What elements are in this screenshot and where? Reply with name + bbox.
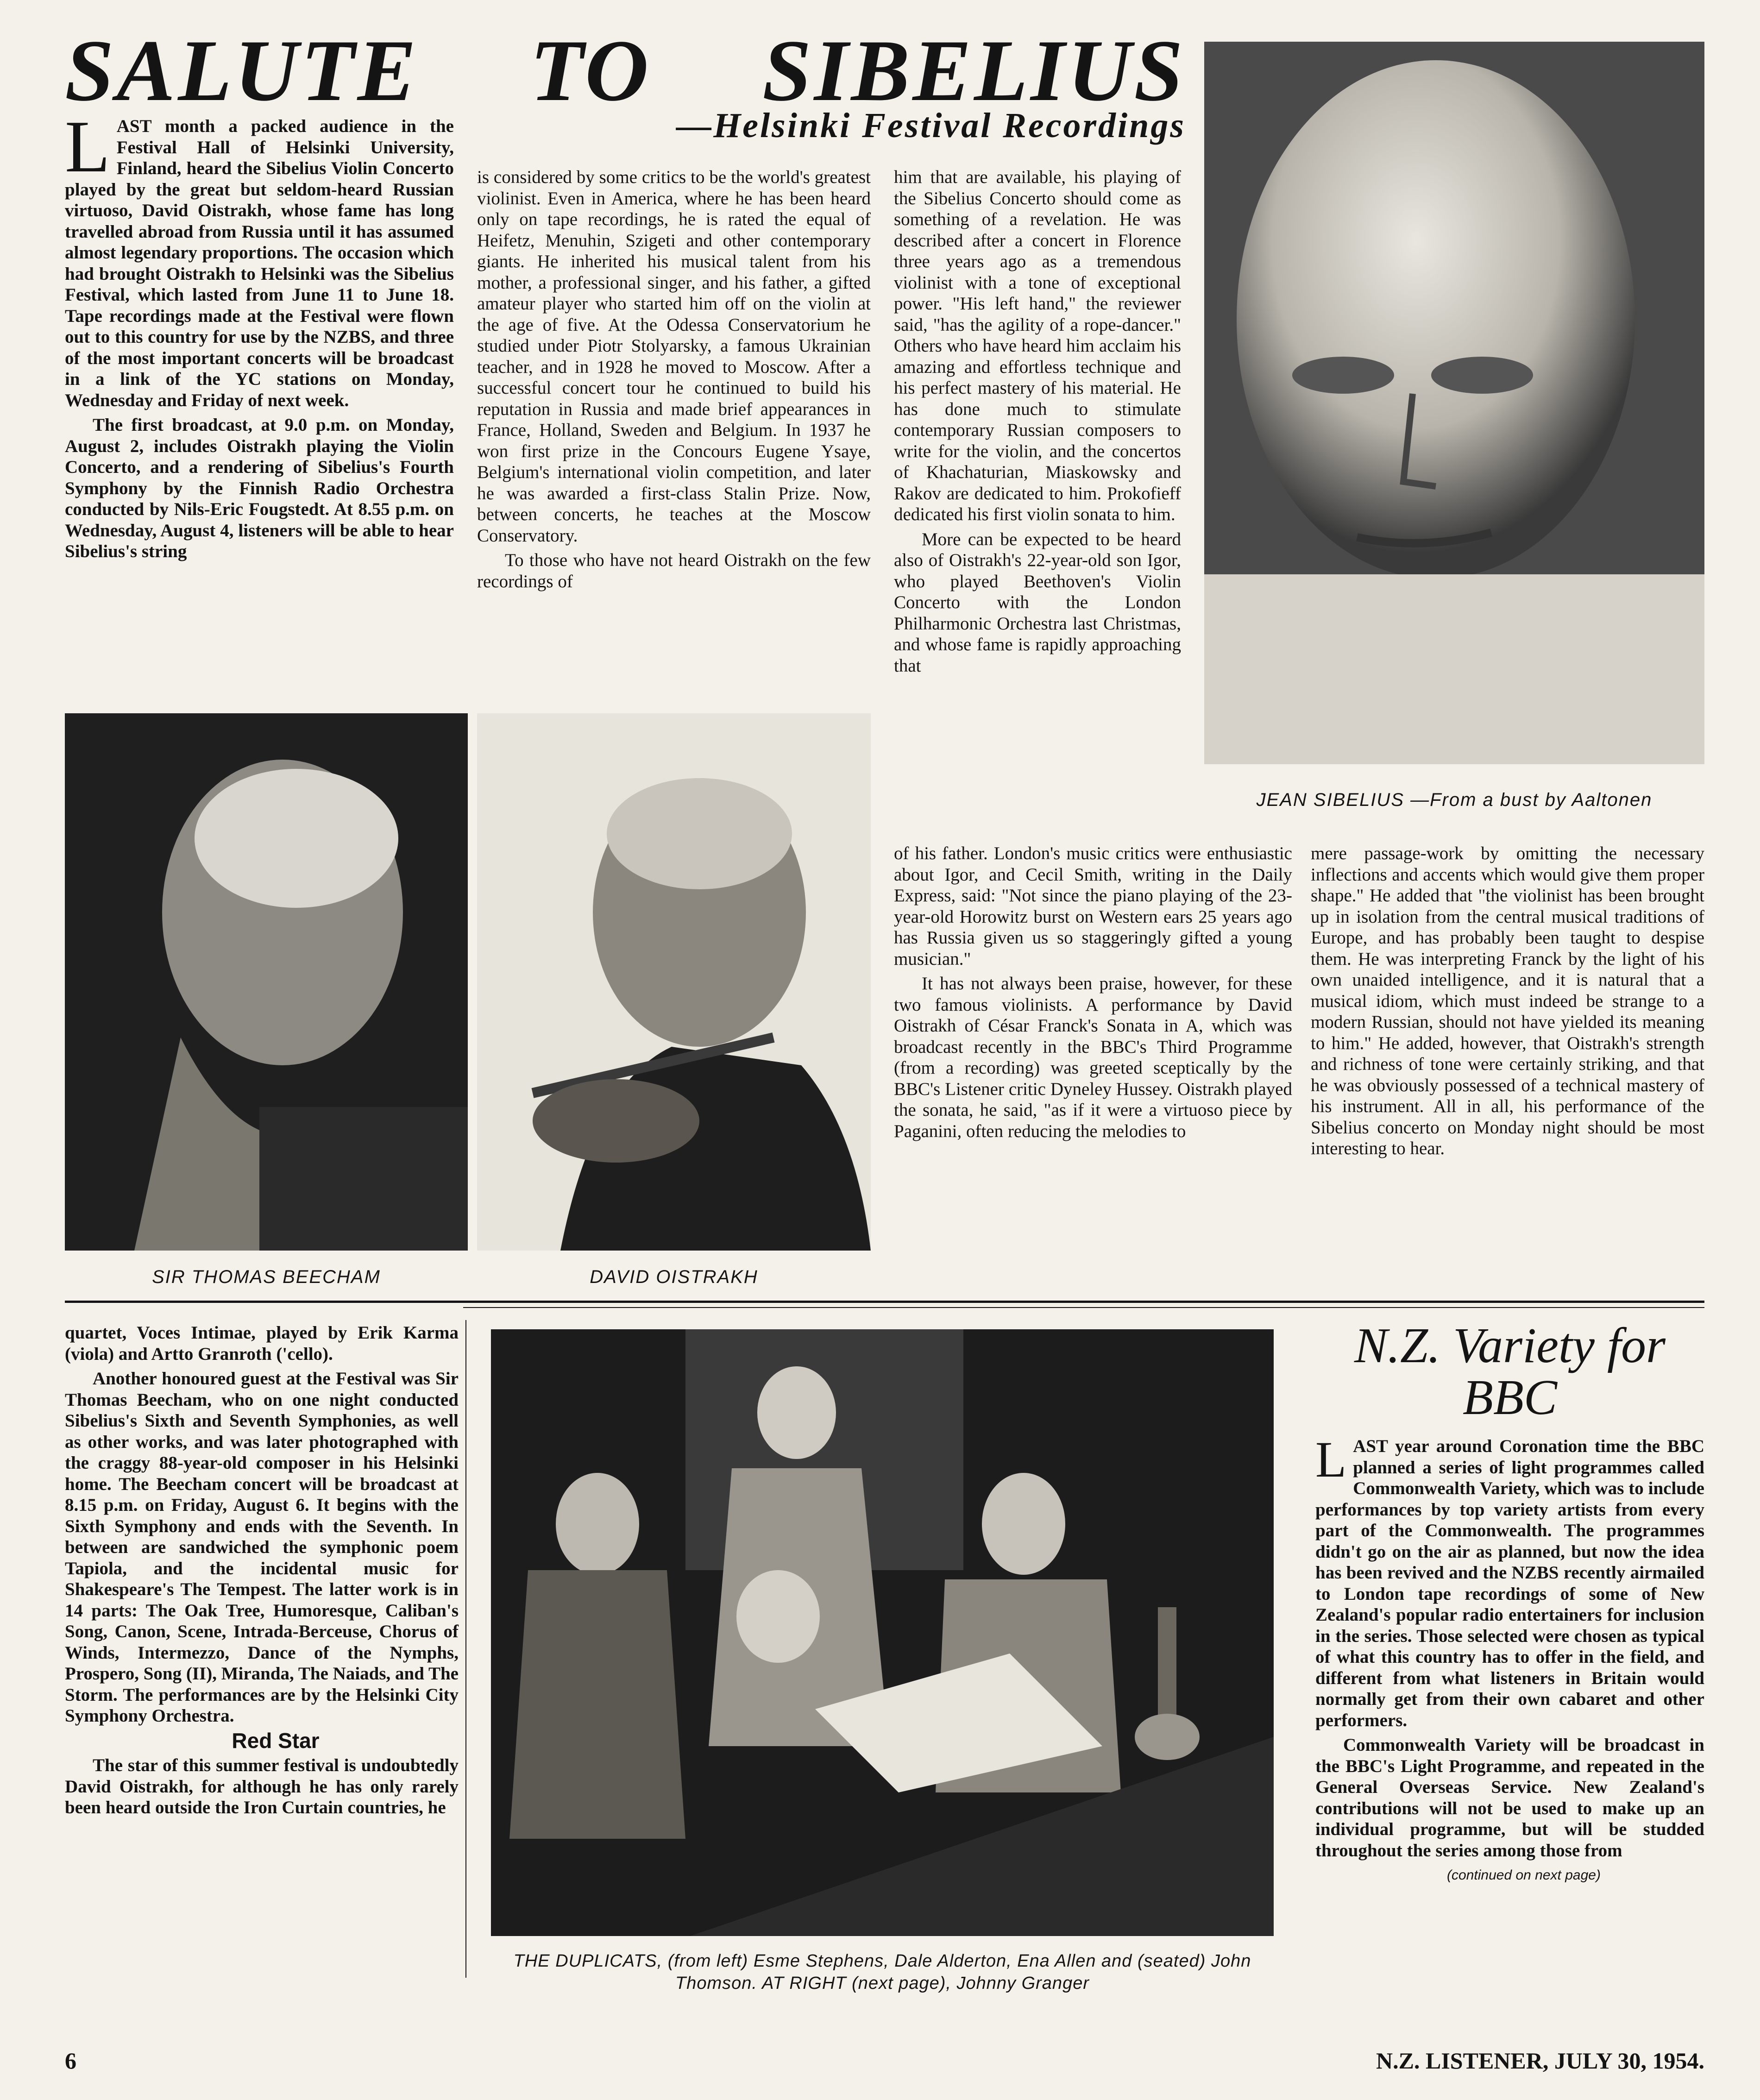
photo-sibelius-bust bbox=[1204, 42, 1704, 764]
article-column-1 bbox=[65, 105, 454, 562]
article-paragraph: It has not always been praise, however, for these two famous violinists. A performance by David Oistrakh of César Franck's Sonata in A, which was broadcast recently in the BBC's Third Programme (from a recording) was greeted sceptically by the BBC's Listener critic Dyneley Hussey. Oistrakh played the sonata, he said, "as if it were a virtuoso piece by Paganini, often reducing the melodies to bbox=[894, 974, 1292, 1141]
article-paragraph: The star of this summer festival is undoubtedly David Oistrakh, for although he has only rarely been heard outside the Iron Curtain countries, he bbox=[65, 1755, 459, 1817]
publication-footer: N.Z. LISTENER, JULY 30, 1954. bbox=[1376, 2048, 1704, 2074]
caption-sibelius: JEAN SIBELIUS —From a bust by Aaltonen bbox=[1256, 790, 1653, 810]
drop-cap: L bbox=[65, 105, 110, 188]
article-column-4 bbox=[1311, 843, 1704, 1159]
nz-variety-title-line2: BBC bbox=[1463, 1370, 1557, 1425]
nz-variety-lead-paragraph: AST year around Coronation time the BBC planned a series of light programmes called Commonwealth Variety, which was to include performances by top variety artists from every part of the Commonwealth. The programmes didn't go on the air as planned, but now the idea has been revived and the NZBS recently airmailed to London tape recordings of some of New Zealand's popular radio entertainers for inclusion in the series. Those selected were chosen as typical of what this country has to offer in the field, and different from what listeners in Britain would normally get from their own cabaret and other performers. bbox=[1315, 1436, 1704, 1730]
section-divider bbox=[65, 1301, 1704, 1303]
article-column-3 bbox=[894, 167, 1181, 676]
nz-variety-headline bbox=[1306, 1320, 1714, 1424]
article-column-3-lower bbox=[894, 843, 1292, 1142]
article-paragraph: Another honoured guest at the Festival was Sir Thomas Beecham, who on one night conducted Sibelius's Sixth and Seventh Symphonies, as well as other works, and was later photographed with the craggy 88-year-old composer in his Helsinki home. The Beecham concert will be broadcast at 8.15 p.m. on Friday, August 6. It begins with the Sixth Symphony and ends with the Seventh. In between are sandwiched the symphonic poem Tapiola, and the incidental music for Shakespeare's The Tempest. The latter work is in 14 parts: The Oak Tree, Humoresque, Caliban's Song, Canon, Scene, Intrada-Berceuse, Chorus of Winds, Intermezzo, Dance of the Nymphs, Prospero, Song (II), Miranda, The Naiads, and The Storm. The performances are by the Helsinki City Symphony Orchestra. bbox=[65, 1369, 459, 1726]
caption-oistrakh: DAVID OISTRAKH bbox=[590, 1267, 758, 1287]
photo-oistrakh-image bbox=[477, 713, 871, 1251]
headline-word-to: TO bbox=[530, 22, 652, 119]
article-paragraph: To those who have not heard Oistrakh on the few recordings of bbox=[477, 550, 871, 591]
article-paragraph: The first broadcast, at 9.0 p.m. on Monday, August 2, includes Oistrakh playing the Violin Concerto, and a rendering of Sibelius's Fourth Symphony by the Finnish Radio Orchestra conducted by Nils-Eric Fougstedt. At 8.55 p.m. on Wednesday, August 4, listeners will be able to hear Sibelius's string bbox=[65, 415, 454, 561]
nz-variety-paragraph: Commonwealth Variety will be broadcast in the BBC's Light Programme, and repeated in the General Overseas Service. New Zealand's contributions will not be used to make up an individual programme, but will be studded throughout the series among those from bbox=[1315, 1735, 1704, 1861]
photo-the-duplicats bbox=[491, 1329, 1274, 1936]
column-divider bbox=[465, 1320, 466, 1978]
nz-variety-title-line1: N.Z. Variety for bbox=[1354, 1318, 1666, 1373]
headline-word-sibelius: SIBELIUS bbox=[762, 22, 1186, 119]
caption-duplicats: THE DUPLICATS, (from left) Esme Stephens, Dale Alderton, Ena Allen and (seated) John Thomson. AT RIGHT (next page), Johnny Granger bbox=[513, 1951, 1251, 1993]
article-column-5 bbox=[65, 1322, 459, 1818]
article-paragraph: mere passage-work by omitting the necessary inflections and accents which would give them proper shape." He added that "the violinist has been brought up in isolation from the central musical traditions of Europe, and has probably been taught to despise them. He was interpreting Franck by the light of his own unaided intelligence, and it is natural that a musical idiom, which must indeed be strange to a modern Russian, should not have yielded its meaning to him." He added, however, that Oistrakh's strength and richness of tone were certainly striking, and that he was obviously possessed of a technical mastery of his instrument. All in all, his performance of the Sibelius concerto on Monday night should be most interesting to hear. bbox=[1311, 843, 1704, 1158]
subsection-heading: Red Star bbox=[232, 1728, 320, 1753]
nz-variety-column bbox=[1315, 1431, 1704, 1886]
page-number: 6 bbox=[65, 2048, 76, 2074]
article-column-2 bbox=[477, 167, 871, 592]
photo-david-oistrakh bbox=[477, 713, 871, 1251]
section-divider-thin bbox=[463, 1307, 1704, 1308]
article-paragraph: is considered by some critics to be the world's greatest violinist. Even in America, where he has been heard only on tape recordings, he is rated the equal of Heifetz, Menuhin, Szigeti and other contemporary giants. He inherited his musical talent from his mother, a professional singer, and his father, a gifted amateur player who started him off on the violin at the age of five. At the Odessa Conservatorium he studied under Piotr Stolyarsky, a famous Ukrainian teacher, and in 1928 he moved to Moscow. After a successful concert tour he continued to build his reputation in Russia and made brief appearances in France, Holland, Sweden and Belgium. In 1937 he won first prize in the Concours Eugene Ysaye, Belgium's international violin competition, and later he was awarded a first-class Stalin Prize. Now, between concerts, he teaches at the Moscow Conservatory. bbox=[477, 167, 871, 546]
photo-sir-thomas-beecham bbox=[65, 713, 468, 1251]
headline-word-salute: SALUTE bbox=[65, 22, 419, 119]
continued-note: (continued on next page) bbox=[1447, 1867, 1601, 1883]
photo-sibelius-bust-image bbox=[1204, 42, 1704, 764]
article-paragraph: quartet, Voces Intimae, played by Erik Karma (viola) and Artto Granroth ('cello). bbox=[65, 1323, 459, 1364]
article-paragraph: him that are available, his playing of the Sibelius Concerto should come as something of a revelation. He was described after a concert in Florence three years ago as a tremendous violinist with a tone of exceptional power. "His left hand," the reviewer said, "has the agility of a rope-dancer." Others who have heard him acclaim his amazing and effortless technique and his perfect mastery of his material. He has done much to stimulate contemporary Russian composers to write for the violin, and the concertos of Khachaturian, Miaskowsky and Rakov are dedicated to him. Prokofieff dedicated his first violin sonata to him. bbox=[894, 167, 1181, 524]
headline-subtitle: —Helsinki Festival Recordings bbox=[676, 106, 1186, 145]
caption-beecham: SIR THOMAS BEECHAM bbox=[152, 1267, 381, 1287]
photo-beecham-image bbox=[65, 713, 468, 1251]
article-paragraph: More can be expected to be heard also of Oistrakh's 22-year-old son Igor, who played Beethoven's Violin Concerto with the London Philharmonic Orchestra last Christmas, and whose fame is rapidly approaching that bbox=[894, 529, 1181, 676]
photo-duplicats-image bbox=[491, 1329, 1274, 1936]
article-lead-paragraph: AST month a packed audience in the Festival Hall of Helsinki University, Finland, heard the Sibelius Violin Concerto played by the great but seldom-heard Russian virtuoso, David Oistrakh, whose fame has long travelled abroad from Russia until it has assumed almost legendary proportions. The occasion which had brought Oistrakh to Helsinki was the Sibelius Festival, which lasted from June 11 to June 18. Tape recordings made at the Festival were flown out to this country for use by the NZBS, and three of the most important concerts will be broadcast in a link of the YC stations on Monday, Wednesday and Friday of next week. bbox=[65, 116, 454, 410]
page-headline bbox=[65, 22, 1186, 119]
drop-cap: L bbox=[1315, 1431, 1347, 1488]
article-paragraph: of his father. London's music critics were enthusiastic about Igor, and Cecil Smith, writing in the Daily Express, said: "Not since the piano playing of the 23-year-old Horowitz burst on Western ears 25 years ago has Russia given us so staggeringly gifted a young musician." bbox=[894, 843, 1292, 969]
